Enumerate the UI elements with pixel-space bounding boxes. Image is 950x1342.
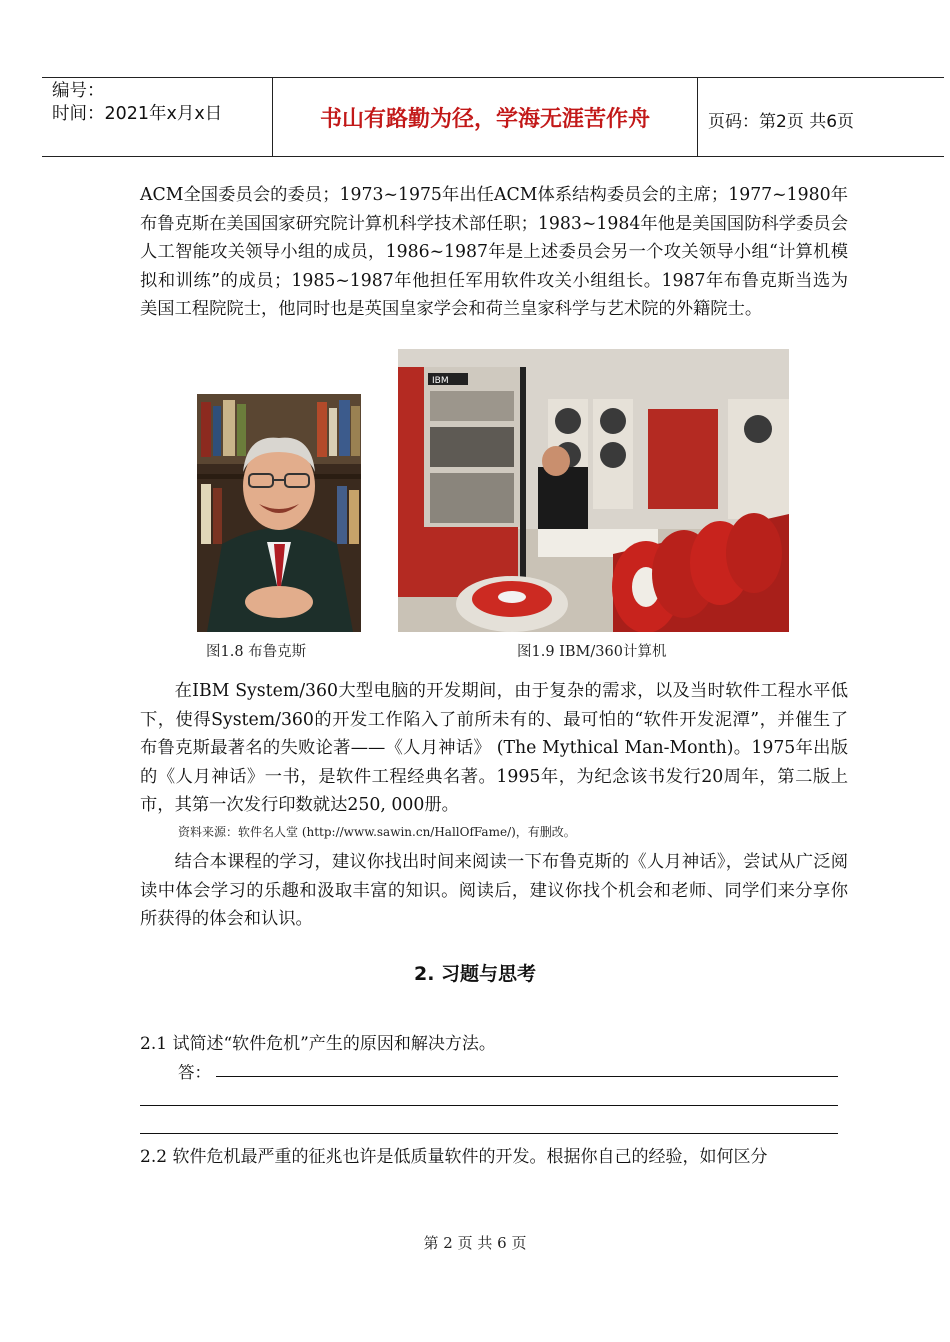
page-header <box>42 77 944 157</box>
answer-line[interactable] <box>140 1105 838 1106</box>
answer-line[interactable] <box>140 1133 838 1134</box>
header-motto: 书山有路勤为径，学海无涯苦作舟 <box>319 107 650 132</box>
document-time-label: 时间：2021年x月x日 <box>52 104 223 124</box>
paragraph-reading-suggestion: 结合本课程的学习，建议你找出时间来阅读一下布鲁克斯的《人月神话》，尝试从广泛阅读中体会学习的乐趣和汲取丰富的知识。阅读后，建议你找个机会和老师、同学们来分享你所获得的体会和认识。 <box>140 852 848 930</box>
ibm-360-photo <box>398 349 789 632</box>
answer-line[interactable] <box>216 1076 838 1077</box>
header-divider <box>697 78 698 156</box>
portrait-photo <box>197 394 361 632</box>
figure-caption-portrait: 图1.8 布鲁克斯 <box>206 644 307 660</box>
header-page-number: 页码：第2页 共6页 <box>708 112 855 132</box>
header-left-block <box>52 80 277 126</box>
section-title: 2. 习题与思考 <box>413 963 537 985</box>
page-footer: 第 2 页 共 6 页 <box>423 1234 527 1252</box>
question-2-2: 2.2 软件危机最严重的征兆也许是低质量软件的开发。根据你自己的经验，如何区分 <box>140 1147 768 1167</box>
question-2-1: 2.1 试简述“软件危机”产生的原因和解决方法。 <box>140 1034 496 1054</box>
answer-label: 答： <box>178 1063 211 1082</box>
document-number-label: 编号： <box>52 81 105 101</box>
ibm-logo-text: IBM <box>432 376 449 386</box>
figure-caption-ibm360: 图1.9 IBM/360计算机 <box>517 644 667 660</box>
paragraph-career: ACM全国委员会的委员；1973~1975年出任ACM体系结构委员会的主席；1977~1980年布鲁克斯在美国国家研究院计算机科学技术部任职；1983~1984年他是美国国防科学委员会人工智能攻关领导小组的成员，1986~1987年是上述委员会另一个攻关领导小组“计算机模拟和训练”的成员；1985~1987年他担任军用软件攻关小组组长。1987年布鲁克斯当选为美国工程院院士，他同时也是英国皇家学会和荷兰皇家科学与艺术院的外籍院士。 <box>140 185 848 320</box>
source-note: 资料来源：软件名人堂 (http://www.sawin.cn/HallOfFame/)，有删改。 <box>178 825 576 839</box>
paragraph-mythical-man-month: 在IBM System/360大型电脑的开发期间，由于复杂的需求，以及当时软件工程水平低下，使得System/360的开发工作陷入了前所未有的、最可怕的“软件开发泥潭”，并催生了布鲁克斯最著名的失败论著——《人月神话》 (The Mythical Man-Month)。1975年出版的《人月神话》一书，是软件工程经典名著。1995年，为纪念该书发行20周年，第二版上市，其第一次发行印数就达250, 000册。 <box>140 681 848 816</box>
